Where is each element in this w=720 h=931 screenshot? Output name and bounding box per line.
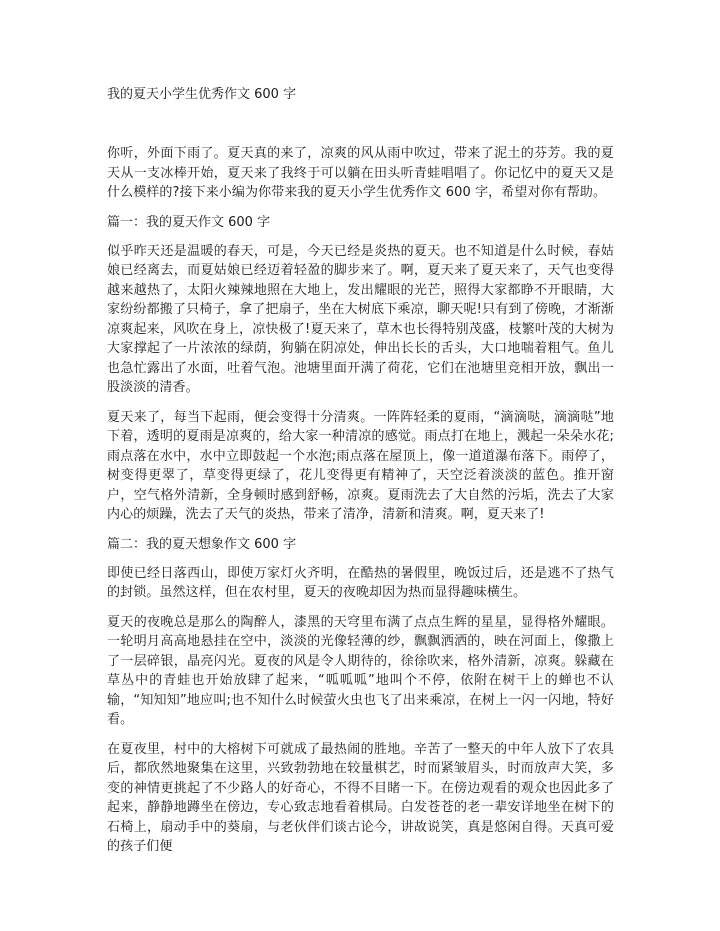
section-2-paragraph-1: 即使已经日落西山，即使万家灯火齐明，在酷热的暑假里，晚饭过后，还是逃不了热气的封锁。虽然这样，但在农村里，夏天的夜晚却因为热而显得趣味横生。 [107,565,614,600]
document-title: 我的夏天小学生优秀作文 600 字 [107,87,297,102]
section-heading-2: 篇二：我的夏天想象作文 600 字 [107,536,297,552]
section-1-paragraph-2: 夏天来了，每当下起雨，便会变得十分清爽。一阵阵轻柔的夏雨，“滴滴哒，滴滴哒”地下着，透明的夏雨是凉爽的，给大家一种清凉的感觉。雨点打在地上，溅起一朵朵水花;雨点落在水中，水中立即鼓起一个水泡;雨点落在屋顶上，像一道道瀑布落下。雨停了，树变得更翠了，草变得更绿了，花儿变得更有精神了，天空泛着淡淡的蓝色。推开窗户，空气格外清新，全身顿时感到舒畅，凉爽。夏雨洗去了大自然的污垢，洗去了大家内心的烦躁，洗去了天气的炎热，带来了清净，清新和清爽。啊，夏天来了! [107,409,614,522]
document-body [107,144,614,867]
section-2-paragraph-2: 夏天的夜晚总是那么的陶醉人，漆黑的天穹里布满了点点生辉的星星，显得格外耀眼。一轮明月高高地悬挂在空中，淡淡的光像轻薄的纱，飘飘洒洒的，映在河面上，像撒上了一层碎银，晶亮闪光。夏夜的风是令人期待的，徐徐吹来，格外清新，凉爽。躲藏在草丛中的青蛙也开始放肆了起来，“呱呱呱”地叫个不停，依附在树干上的蝉也不认输，“知知知”地应叫;也不知什么时候萤火虫也飞了出来乘凉，在树上一闪一闪地，特好看。 [107,614,614,727]
section-heading-1: 篇一：我的夏天作文 600 字 [107,214,271,230]
section-1-paragraph-1: 似乎昨天还是温暖的春天，可是，今天已经是炎热的夏天。也不知道是什么时候，春姑娘已经离去，而夏姑娘已经迈着轻盈的脚步来了。啊，夏天来了夏天来了，天气也变得越来越热了，太阳火辣辣地照在大地上，发出耀眼的光芒，照得大家都睁不开眼睛，大家纷纷都搬了只椅子，拿了把扇子，坐在大树底下乘凉，聊天呢!只有到了傍晚，才渐渐凉爽起来，风吹在身上，凉快极了!夏天来了，草木也长得特别茂盛，枝繁叶茂的大树为大家撑起了一片浓浓的绿荫，狗躺在阴凉处，伸出长长的舌头，大口地喘着粗气。鱼儿也急忙露出了水面，吐着气泡。池塘里面开满了荷花，它们在池塘里竞相开放，飘出一股淡淡的清香。 [107,243,614,395]
section-2-paragraph-3: 在夏夜里，村中的大榕树下可就成了最热闹的胜地。辛苦了一整天的中年人放下了农具后，都欣然地聚集在这里，兴致勃勃地在较量棋艺，时而紧皱眉头，时而放声大笑，多变的神情更挑起了不少路人的好奇心，不得不目睹一下。在傍边观看的观众也因此多了起来，静静地蹲坐在傍边，专心致志地看着棋局。白发苍苍的老一辈安详地坐在树下的石椅上，扇动手中的葵扇，与老伙伴们谈古论今，讲故说笑，真是悠闲自得。天真可爱的孩子们便 [107,741,614,854]
intro-paragraph: 你听，外面下雨了。夏天真的来了，凉爽的风从雨中吹过，带来了泥土的芬芳。我的夏天从一支冰棒开始，夏天来了我终于可以躺在田头听青蛙唱唱了。你记忆中的夏天又是什么模样的?接下来小编为你带来我的夏天小学生优秀作文 600 字，希望对你有帮助。 [107,146,614,200]
